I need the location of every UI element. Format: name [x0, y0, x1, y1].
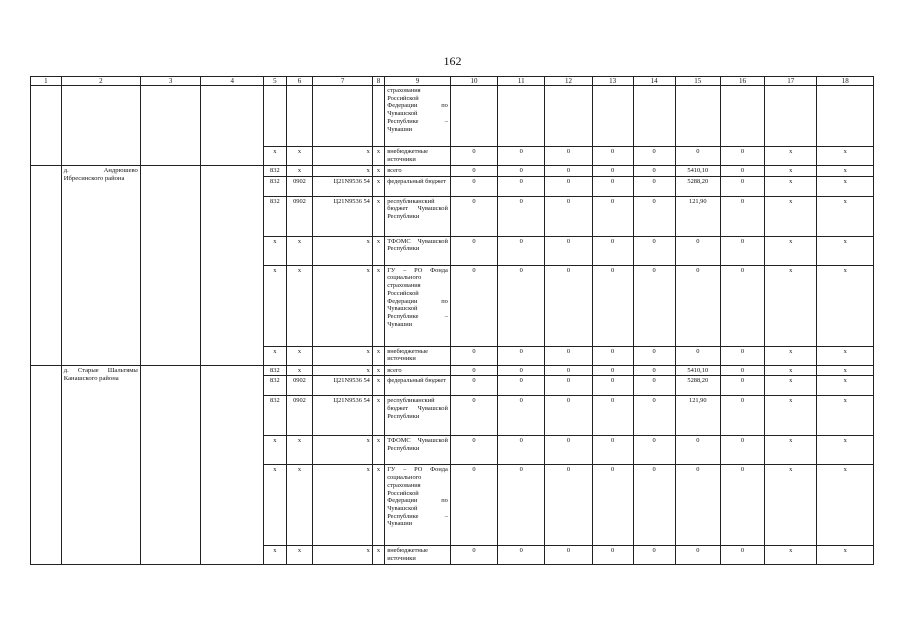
value-cell: 0	[545, 196, 592, 236]
value-cell: x	[817, 546, 874, 565]
value-cell	[817, 86, 874, 147]
value-cell: 0	[675, 346, 720, 365]
value-cell: 0	[450, 166, 497, 177]
value-cell: 0	[720, 365, 764, 376]
header-cell: 5	[264, 77, 287, 86]
header-cell: 1	[31, 77, 62, 86]
value-cell: 0	[498, 546, 545, 565]
value-cell: 0	[450, 265, 497, 346]
header-cell: 15	[675, 77, 720, 86]
value-cell: 0	[633, 265, 675, 346]
value-cell: x	[817, 236, 874, 265]
ministry-code-cell: 832	[264, 376, 287, 396]
cell-col4	[201, 86, 264, 166]
value-cell: 0	[592, 236, 633, 265]
expense-type-cell: x	[372, 346, 384, 365]
value-cell: x	[765, 465, 817, 546]
target-code-cell: Ц21N9536 54	[313, 196, 373, 236]
value-cell: 0	[592, 196, 633, 236]
value-cell: x	[817, 365, 874, 376]
ministry-code-cell: 832	[264, 176, 287, 196]
expense-type-cell: x	[372, 166, 384, 177]
funding-source-cell: ГУ – РО Фонда социального страхования Российской Федерации по Чувашской Республике – Чувашии	[385, 465, 451, 546]
target-code-cell: x	[313, 365, 373, 376]
value-cell: 0	[450, 365, 497, 376]
value-cell: 0	[450, 376, 497, 396]
target-code-cell	[313, 86, 373, 147]
value-cell: 0	[675, 436, 720, 465]
expense-type-cell: x	[372, 365, 384, 376]
value-cell: x	[817, 265, 874, 346]
expense-type-cell: x	[372, 546, 384, 565]
table-row	[31, 365, 874, 376]
value-cell: 0	[633, 147, 675, 166]
value-cell: 0	[720, 546, 764, 565]
value-cell: 0	[450, 465, 497, 546]
value-cell: 0	[633, 436, 675, 465]
ministry-code-cell: x	[264, 436, 287, 465]
value-cell: 0	[498, 236, 545, 265]
value-cell: 0	[592, 346, 633, 365]
value-cell: 0	[633, 465, 675, 546]
value-cell: 0	[498, 176, 545, 196]
value-cell: 5288,20	[675, 176, 720, 196]
ministry-code-cell: x	[264, 465, 287, 546]
value-cell: 5288,20	[675, 376, 720, 396]
budget-table	[30, 76, 874, 565]
funding-source-cell: ТФОМС Чувашской Республики	[385, 436, 451, 465]
header-cell: 6	[286, 77, 313, 86]
header-cell: 12	[545, 77, 592, 86]
value-cell: x	[765, 265, 817, 346]
value-cell: 0	[720, 196, 764, 236]
value-cell: 0	[592, 176, 633, 196]
value-cell: 0	[720, 436, 764, 465]
value-cell: 0	[675, 147, 720, 166]
funding-source-cell: федеральный бюджет	[385, 376, 451, 396]
value-cell: 0	[592, 265, 633, 346]
cell-col3	[140, 86, 201, 166]
value-cell: x	[765, 176, 817, 196]
ministry-code-cell: 832	[264, 196, 287, 236]
value-cell: 0	[498, 365, 545, 376]
value-cell: 0	[720, 346, 764, 365]
value-cell	[545, 86, 592, 147]
expense-type-cell: x	[372, 176, 384, 196]
value-cell: 0	[675, 236, 720, 265]
value-cell: 0	[498, 396, 545, 436]
value-cell: 0	[675, 265, 720, 346]
target-code-cell: x	[313, 465, 373, 546]
value-cell: 0	[545, 365, 592, 376]
value-cell: x	[765, 196, 817, 236]
value-cell: 5410,10	[675, 365, 720, 376]
value-cell: 0	[633, 196, 675, 236]
target-code-cell: Ц21N9536 54	[313, 396, 373, 436]
value-cell	[633, 86, 675, 147]
cell-col1	[31, 365, 62, 565]
expense-type-cell	[372, 86, 384, 147]
value-cell: 0	[545, 546, 592, 565]
value-cell: x	[765, 546, 817, 565]
value-cell: 0	[592, 465, 633, 546]
value-cell: x	[817, 396, 874, 436]
target-code-cell: x	[313, 346, 373, 365]
value-cell	[498, 86, 545, 147]
funding-source-cell: федеральный бюджет	[385, 176, 451, 196]
place-name-cell: д. Старые Шальтямы Канашского района	[61, 365, 140, 565]
header-cell: 11	[498, 77, 545, 86]
value-cell: 0	[633, 376, 675, 396]
value-cell: 0	[633, 546, 675, 565]
expense-type-cell: x	[372, 436, 384, 465]
funding-source-cell: внебюджетные источники	[385, 346, 451, 365]
value-cell: 0	[633, 236, 675, 265]
funding-source-cell: всего	[385, 166, 451, 177]
value-cell: 0	[498, 376, 545, 396]
header-cell: 4	[201, 77, 264, 86]
ministry-code-cell	[264, 86, 287, 147]
expense-type-cell: x	[372, 265, 384, 346]
value-cell: 0	[720, 166, 764, 177]
header-cell: 16	[720, 77, 764, 86]
value-cell: x	[765, 376, 817, 396]
value-cell: 0	[498, 166, 545, 177]
cell-col4	[201, 166, 264, 366]
target-code-cell: x	[313, 546, 373, 565]
value-cell: 0	[592, 147, 633, 166]
value-cell: 0	[592, 166, 633, 177]
target-code-cell: x	[313, 166, 373, 177]
value-cell	[592, 86, 633, 147]
value-cell: 0	[592, 376, 633, 396]
value-cell: 0	[720, 396, 764, 436]
value-cell: 5410,10	[675, 166, 720, 177]
value-cell: x	[817, 147, 874, 166]
ministry-code-cell: x	[264, 546, 287, 565]
section-code-cell: 0902	[286, 396, 313, 436]
expense-type-cell: x	[372, 147, 384, 166]
target-code-cell: x	[313, 236, 373, 265]
value-cell: 0	[675, 546, 720, 565]
value-cell: 0	[545, 176, 592, 196]
table-row	[31, 86, 874, 147]
section-code-cell: x	[286, 365, 313, 376]
value-cell: x	[765, 236, 817, 265]
value-cell: 0	[498, 346, 545, 365]
value-cell: x	[817, 465, 874, 546]
value-cell: 0	[545, 346, 592, 365]
funding-source-cell: страхования Российской Федерации по Чувашской Республике – Чувашии	[385, 86, 451, 147]
ministry-code-cell: 832	[264, 365, 287, 376]
value-cell: 0	[545, 436, 592, 465]
value-cell: x	[765, 396, 817, 436]
funding-source-cell: республиканский бюджет Чувашской Республики	[385, 196, 451, 236]
column-number-header	[31, 77, 874, 86]
value-cell: 0	[450, 396, 497, 436]
value-cell: 0	[498, 147, 545, 166]
value-cell: 0	[633, 166, 675, 177]
funding-source-cell: внебюджетные источники	[385, 546, 451, 565]
section-code-cell: 0902	[286, 376, 313, 396]
value-cell: 0	[450, 546, 497, 565]
section-code-cell: x	[286, 265, 313, 346]
value-cell: 0	[450, 176, 497, 196]
cell-col3	[140, 166, 201, 366]
section-code-cell: 0902	[286, 196, 313, 236]
funding-source-cell: всего	[385, 365, 451, 376]
value-cell: x	[817, 176, 874, 196]
value-cell: x	[817, 376, 874, 396]
value-cell: x	[817, 166, 874, 177]
funding-source-cell: ГУ – РО Фонда социального страхования Российской Федерации по Чувашской Республике – Чувашии	[385, 265, 451, 346]
section-code-cell: x	[286, 465, 313, 546]
ministry-code-cell: x	[264, 346, 287, 365]
value-cell: 0	[633, 396, 675, 436]
funding-source-cell: республиканский бюджет Чувашской Республики	[385, 396, 451, 436]
value-cell: x	[817, 346, 874, 365]
value-cell: x	[817, 436, 874, 465]
value-cell: 0	[633, 365, 675, 376]
header-cell: 3	[140, 77, 201, 86]
target-code-cell: x	[313, 265, 373, 346]
header-cell: 7	[313, 77, 373, 86]
section-code-cell: x	[286, 236, 313, 265]
value-cell: 0	[633, 176, 675, 196]
value-cell: 121,90	[675, 396, 720, 436]
section-code-cell: x	[286, 166, 313, 177]
value-cell: 0	[450, 346, 497, 365]
value-cell: 0	[498, 196, 545, 236]
header-cell: 2	[61, 77, 140, 86]
value-cell: x	[765, 436, 817, 465]
section-code-cell: x	[286, 546, 313, 565]
table-row	[31, 166, 874, 177]
expense-type-cell: x	[372, 196, 384, 236]
value-cell: x	[817, 196, 874, 236]
value-cell: 0	[720, 176, 764, 196]
ministry-code-cell: x	[264, 236, 287, 265]
section-code-cell	[286, 86, 313, 147]
expense-type-cell: x	[372, 465, 384, 546]
value-cell	[765, 86, 817, 147]
table-body	[31, 86, 874, 565]
value-cell: 0	[720, 376, 764, 396]
header-row	[31, 77, 874, 86]
header-cell: 8	[372, 77, 384, 86]
value-cell: 0	[720, 147, 764, 166]
value-cell	[720, 86, 764, 147]
value-cell: 0	[498, 265, 545, 346]
value-cell: 0	[720, 265, 764, 346]
value-cell: x	[765, 166, 817, 177]
expense-type-cell: x	[372, 396, 384, 436]
header-cell: 13	[592, 77, 633, 86]
header-cell: 14	[633, 77, 675, 86]
value-cell: 0	[592, 436, 633, 465]
section-code-cell: x	[286, 147, 313, 166]
target-code-cell: x	[313, 436, 373, 465]
section-code-cell: 0902	[286, 176, 313, 196]
value-cell: 0	[545, 396, 592, 436]
page-number: 162	[443, 54, 462, 68]
value-cell	[675, 86, 720, 147]
header-cell: 10	[450, 77, 497, 86]
value-cell: 0	[592, 546, 633, 565]
value-cell	[450, 86, 497, 147]
value-cell: 121,90	[675, 196, 720, 236]
value-cell: 0	[675, 465, 720, 546]
value-cell: 0	[720, 465, 764, 546]
section-code-cell: x	[286, 436, 313, 465]
value-cell: 0	[633, 346, 675, 365]
value-cell: 0	[450, 436, 497, 465]
value-cell: 0	[545, 236, 592, 265]
value-cell: 0	[545, 465, 592, 546]
target-code-cell: Ц21N9536 54	[313, 376, 373, 396]
target-code-cell: Ц21N9536 54	[313, 176, 373, 196]
value-cell: 0	[450, 236, 497, 265]
funding-source-cell: ТФОМС Чувашской Республики	[385, 236, 451, 265]
funding-source-cell: внебюджетные источники	[385, 147, 451, 166]
place-name-cell	[61, 86, 140, 166]
value-cell: 0	[450, 196, 497, 236]
ministry-code-cell: 832	[264, 396, 287, 436]
header-cell: 18	[817, 77, 874, 86]
value-cell: 0	[720, 236, 764, 265]
value-cell: 0	[592, 365, 633, 376]
ministry-code-cell: x	[264, 147, 287, 166]
cell-col1	[31, 86, 62, 166]
value-cell: 0	[592, 396, 633, 436]
ministry-code-cell: x	[264, 265, 287, 346]
expense-type-cell: x	[372, 236, 384, 265]
value-cell: 0	[498, 436, 545, 465]
cell-col4	[201, 365, 264, 565]
cell-col1	[31, 166, 62, 366]
value-cell: 0	[450, 147, 497, 166]
place-name-cell: д. Андрюшево Ибресинского района	[61, 166, 140, 366]
value-cell: x	[765, 365, 817, 376]
ministry-code-cell: 832	[264, 166, 287, 177]
value-cell: 0	[545, 265, 592, 346]
expense-type-cell: x	[372, 376, 384, 396]
value-cell: 0	[545, 147, 592, 166]
value-cell: 0	[498, 465, 545, 546]
header-cell: 9	[385, 77, 451, 86]
value-cell: 0	[545, 376, 592, 396]
value-cell: x	[765, 147, 817, 166]
section-code-cell: x	[286, 346, 313, 365]
target-code-cell: x	[313, 147, 373, 166]
value-cell: 0	[545, 166, 592, 177]
header-cell: 17	[765, 77, 817, 86]
cell-col3	[140, 365, 201, 565]
value-cell: x	[765, 346, 817, 365]
